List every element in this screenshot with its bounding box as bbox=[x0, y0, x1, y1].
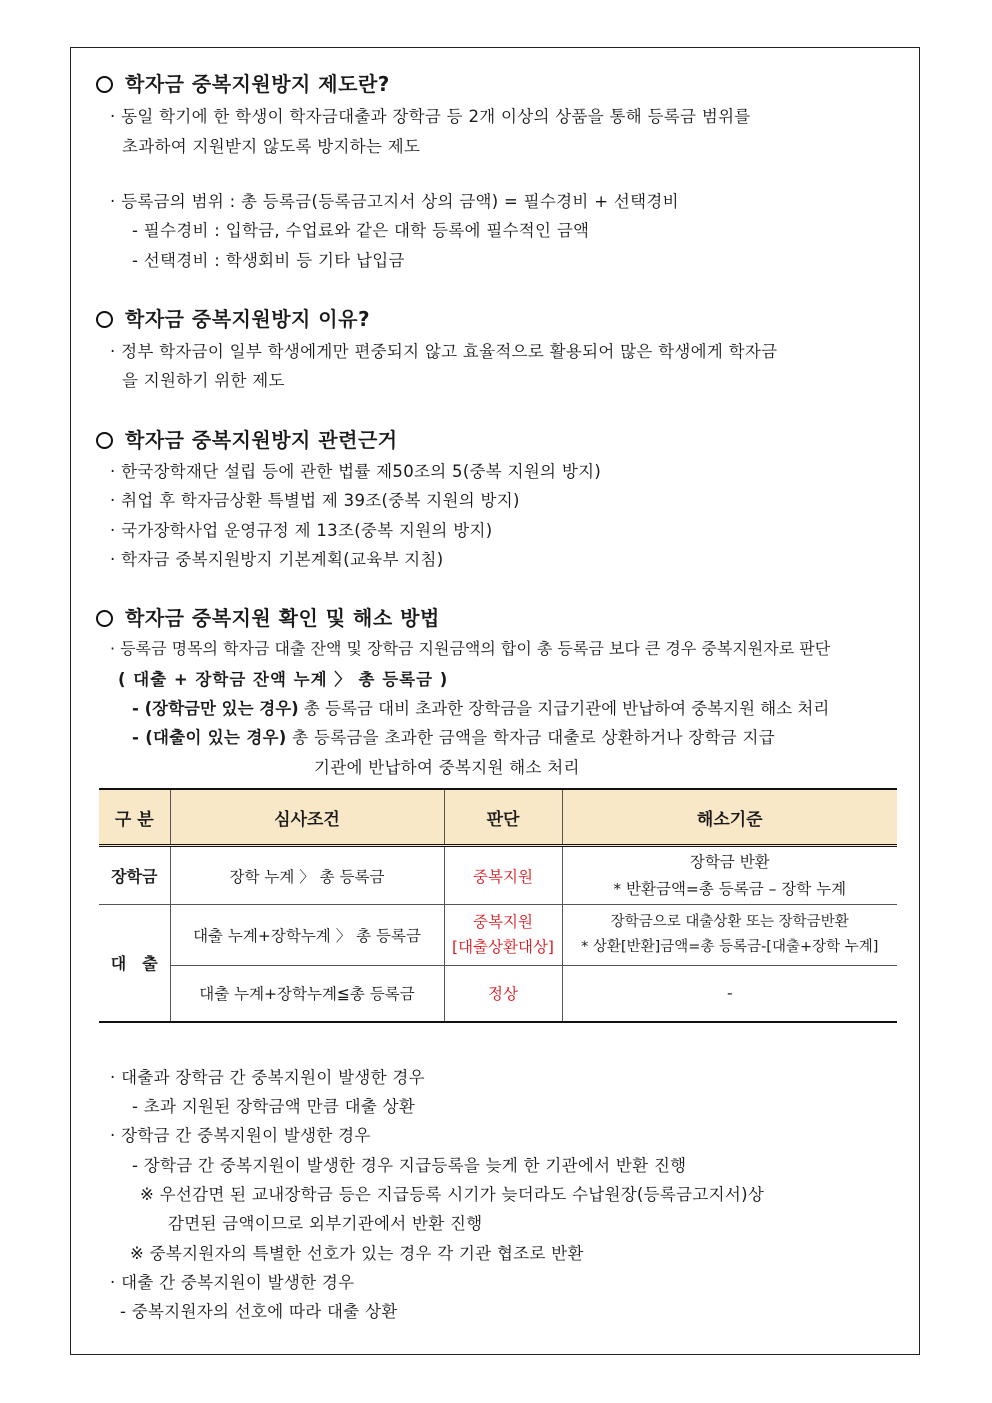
judgement-cell: 중복지원 bbox=[444, 846, 562, 905]
paragraph-line: 기관에 반납하여 중복지원 해소 처리 bbox=[314, 758, 580, 777]
paragraph-line: · 등록금 명목의 학자금 대출 잔액 및 장학금 지원금액의 합이 총 등록금 보다 큰 경우 중복지원자로 판단 bbox=[110, 639, 831, 658]
section-title-text: 학자금 중복지원방지 제도란? bbox=[125, 72, 390, 96]
section-title-1 bbox=[96, 68, 390, 97]
resolution-line: * 상환[반환]금액=총 등록금-[대출+장학 누계] bbox=[581, 939, 879, 955]
condition-cell: 장학 누계 〉 총 등록금 bbox=[170, 846, 444, 905]
section-title-2 bbox=[96, 303, 370, 332]
circle-bullet-icon bbox=[96, 311, 113, 328]
formula-line: ( 대출 + 장학금 잔액 누계 〉 총 등록금 ) bbox=[118, 670, 449, 689]
category-cell: 대 출 bbox=[99, 905, 170, 1022]
paragraph-line: · 동일 학기에 한 학생이 학자금대출과 장학금 등 2개 이상의 상품을 통해 등록금 범위를 bbox=[110, 107, 751, 126]
paragraph-line: · 등록금의 범위 : 총 등록금(등록금고지서 상의 금액) = 필수경비 + 선택경비 bbox=[110, 192, 679, 211]
paragraph-line: - 필수경비 : 입학금, 수업료와 같은 대학 등록에 필수적인 금액 bbox=[132, 221, 590, 240]
note-line: · 장학금 간 중복지원이 발생한 경우 bbox=[110, 1126, 371, 1145]
header-judgement: 판단 bbox=[444, 789, 562, 846]
section-title-text: 학자금 중복지원방지 관련근거 bbox=[125, 428, 398, 452]
paragraph-line: 초과하여 지원받지 않도록 방지하는 제도 bbox=[122, 137, 421, 156]
section-title-text: 학자금 중복지원 확인 및 해소 방법 bbox=[125, 606, 440, 630]
note-line: - 장학금 간 중복지원이 발생한 경우 지급등록을 늦게 한 기관에서 반환 진행 bbox=[132, 1156, 687, 1175]
circle-bullet-icon bbox=[96, 432, 113, 449]
resolution-cell: - bbox=[562, 966, 897, 1022]
header-condition: 심사조건 bbox=[170, 789, 444, 846]
paragraph-line: · 정부 학자금이 일부 학생에게만 편중되지 않고 효율적으로 활용되어 많은 학생에게 학자금 bbox=[110, 342, 778, 361]
table-row bbox=[99, 905, 897, 966]
case-label: - (장학금만 있는 경우) bbox=[132, 699, 299, 718]
judgement-line: [대출상환대상] bbox=[452, 938, 554, 956]
judgement-cell: 정상 bbox=[444, 966, 562, 1022]
judgement-cell bbox=[444, 905, 562, 966]
judgement-table bbox=[99, 788, 897, 1023]
header-resolution: 해소기준 bbox=[562, 789, 897, 846]
note-line: · 대출과 장학금 간 중복지원이 발생한 경우 bbox=[110, 1068, 425, 1087]
note-line: ※ 중복지원자의 특별한 선호가 있는 경우 각 기관 협조로 반환 bbox=[130, 1244, 584, 1263]
case-label: - (대출이 있는 경우) bbox=[132, 728, 287, 747]
note-line: ※ 우선감면 된 교내장학금 등은 지급등록 시기가 늦더라도 수납원장(등록금고지서)상 bbox=[140, 1185, 765, 1204]
section-title-text: 학자금 중복지원방지 이유? bbox=[125, 307, 371, 331]
note-line: · 대출 간 중복지원이 발생한 경우 bbox=[110, 1273, 355, 1292]
paragraph-line: 을 지원하기 위한 제도 bbox=[122, 371, 285, 390]
note-line: 감면된 금액이므로 외부기관에서 반환 진행 bbox=[168, 1214, 483, 1233]
condition-cell: 대출 누계+장학누계 〉 총 등록금 bbox=[170, 905, 444, 966]
law-item: · 국가장학사업 운영규정 제 13조(중복 지원의 방지) bbox=[110, 521, 493, 540]
paragraph-line: - 선택경비 : 학생회비 등 기타 납입금 bbox=[132, 251, 405, 270]
table-row bbox=[99, 846, 897, 905]
header-category: 구 분 bbox=[99, 789, 170, 846]
law-item: · 학자금 중복지원방지 기본계획(교육부 지침) bbox=[110, 550, 444, 569]
case-text: 총 등록금 대비 초과한 장학금을 지급기관에 반납하여 중복지원 해소 처리 bbox=[298, 699, 830, 718]
resolution-line: 장학금 반환 bbox=[689, 853, 770, 872]
case-scholarship-only bbox=[132, 695, 829, 719]
resolution-cell bbox=[562, 846, 897, 905]
condition-cell: 대출 누계+장학누계≦총 등록금 bbox=[170, 966, 444, 1022]
case-text: 총 등록금을 초과한 금액을 학자금 대출로 상환하거나 장학금 지급 bbox=[286, 728, 775, 747]
case-with-loan bbox=[132, 724, 775, 748]
law-item: · 한국장학재단 설립 등에 관한 법률 제50조의 5(중복 지원의 방지) bbox=[110, 462, 602, 481]
table-row bbox=[99, 966, 897, 1022]
section-title-4 bbox=[96, 602, 440, 631]
section-title-3 bbox=[96, 424, 398, 453]
note-line: - 초과 지원된 장학금액 만큼 대출 상환 bbox=[132, 1097, 416, 1116]
circle-bullet-icon bbox=[96, 610, 113, 627]
table-header-row bbox=[99, 789, 897, 846]
circle-bullet-icon bbox=[96, 76, 113, 93]
category-cell: 장학금 bbox=[99, 846, 170, 905]
law-item: · 취업 후 학자금상환 특별법 제 39조(중복 지원의 방지) bbox=[110, 491, 520, 510]
resolution-cell bbox=[562, 905, 897, 966]
judgement-line: 중복지원 bbox=[473, 913, 533, 932]
resolution-line: 장학금으로 대출상환 또는 장학금반환 bbox=[610, 914, 849, 931]
note-line: - 중복지원자의 선호에 따라 대출 상환 bbox=[120, 1302, 398, 1321]
resolution-line: * 반환금액=총 등록금 – 장학 누계 bbox=[613, 879, 847, 898]
